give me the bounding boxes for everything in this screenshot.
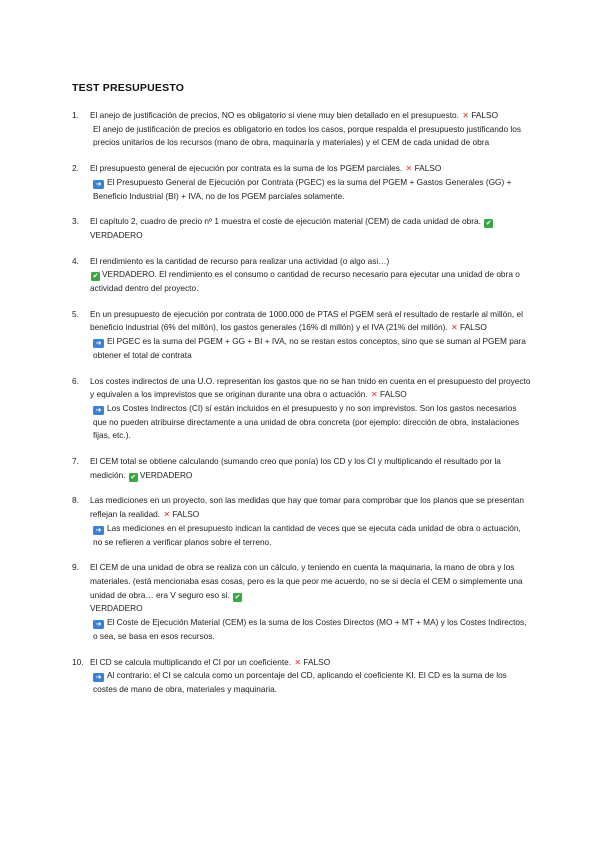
cross-mark-icon: ✕: [163, 510, 171, 520]
verdict-label: FALSO: [172, 509, 200, 520]
cross-mark-icon: ✕: [370, 390, 378, 400]
check-mark-icon: ✔: [92, 273, 99, 281]
document-title: TEST PRESUPUESTO: [72, 82, 185, 94]
verdict-label: FALSO: [414, 163, 442, 174]
check-mark-icon: ✔: [485, 220, 492, 228]
question-explanation: Las mediciones en el presupuesto indican la cantidad de veces que se ejecuta cada unidad de obra o actuación, no se refieren a verificar planos sobre el terreno.: [93, 522, 521, 547]
question-statement: Las mediciones en un proyecto, son las medidas que hay que tomar para comprobar que los planos que se presentan reflejan la realidad.: [90, 495, 525, 520]
question-statement: El CEM total se obtiene calculando (sumando creo que ponía) los CD y los CI y multiplicando el resultado por la medición.: [90, 456, 501, 480]
verdict-label: VERDADERO: [90, 229, 143, 240]
question-item: [72, 215, 532, 242]
arrow-right-icon: ➜: [93, 180, 104, 189]
arrow-right-icon: ➜: [93, 339, 104, 348]
question-item: [72, 109, 532, 150]
question-number: 8.: [72, 495, 79, 506]
question-explanation: El anejo de justificación de precios es obligatorio en todos los casos, porque respalda el presupuesto justificando los precios unitarios de los recursos (mano de obra, maquinaria y materiales) y el CEM de cada unidad de obra: [93, 123, 522, 148]
question-statement: El anejo de justificación de precios, NO es obligatorio si viene muy bien detallado en el presupuesto.: [90, 110, 459, 120]
check-mark-icon: ✔: [234, 593, 241, 601]
arrow-right-icon: ➜: [93, 673, 104, 682]
question-number: 4.: [72, 255, 79, 266]
question-explanation: El Presupuesto General de Ejecución por Contrata (PGEC) es la suma del PGEM + Gastos Generales (GG) + Beneficio Industrial (BI) + IVA, no de los PGEM parciales solamente.: [93, 176, 512, 201]
question-statement: El rendimiento es la cantidad de recurso para realizar una actividad (o algo asi…): [90, 255, 390, 266]
question-statement: Los costes indirectos de una U.O. representan los gastos que no se han tnido en cuenta en el presupuesto del proyecto y equivalen a los imprevistos que se originan durante una obra o actuación.: [90, 375, 531, 400]
verdict-label: FALSO: [471, 110, 499, 120]
cross-mark-icon: ✕: [405, 164, 413, 174]
question-number: 6.: [72, 375, 79, 386]
document-body: [72, 82, 532, 709]
question-item: [72, 494, 532, 549]
question-item: [72, 308, 532, 363]
question-explanation: El Coste de Ejecución Material (CEM) es la suma de los Costes Directos (MO + MT + MA) y los Costes Indirectos, o sea, se basa en esos recursos.: [93, 617, 527, 641]
question-statement: El CD se calcula multiplicando el CI por un coeficiente.: [90, 656, 292, 667]
cross-mark-icon: ✕: [451, 323, 458, 333]
question-number: 5.: [72, 308, 79, 319]
verdict-label: VERDADERO: [139, 469, 193, 480]
arrow-right-icon: ➜: [93, 620, 104, 629]
verdict-label: FALSO: [380, 389, 407, 400]
question-item: [72, 162, 532, 203]
cross-mark-icon: ✕: [294, 657, 302, 667]
check-mark-icon: ✔: [130, 473, 137, 481]
question-explanation: El PGEC es la suma del PGEM + GG + BI + IVA, no se restan estos conceptos, sino que se suman al PGEM para obtener el total de contrata: [93, 336, 526, 360]
question-statement: El capítulo 2, cuadro de precio nº 1 muestra el coste de ejecución material (CEM) de cada unidad de obra.: [90, 216, 481, 227]
arrow-right-icon: ➜: [93, 406, 104, 415]
question-number: 9.: [72, 562, 79, 573]
question-explanation: VERDADERO. El rendimiento es el consumo o cantidad de recurso necesario para ejecutar una unidad de obra o actividad dentro del proyecto.: [90, 269, 520, 294]
question-item: [72, 375, 532, 444]
question-number: 1.: [72, 110, 79, 120]
verdict-label: FALSO: [460, 322, 487, 333]
question-statement: El presupuesto general de ejecución por contrata es la suma de los PGEM parciales.: [90, 163, 403, 174]
question-number: 10.: [72, 656, 84, 667]
arrow-right-icon: ➜: [93, 526, 104, 535]
verdict-label: VERDADERO: [90, 603, 143, 614]
cross-mark-icon: ✕: [462, 111, 469, 120]
question-list: [72, 109, 532, 697]
question-item: [72, 255, 532, 296]
question-number: 2.: [72, 163, 79, 174]
question-item: [72, 561, 532, 643]
question-number: 7.: [72, 456, 79, 467]
question-explanation: Los Costes Indirectos (CI) sí están incluidos en el presupuesto y no son imprevistos. Son los gastos necesarios que no pueden atribuirse directamente a una unidad de obra concreta (por ejemplo: dirección de obra, instalaciones fijas, etc.).: [93, 402, 520, 441]
verdict-label: FALSO: [303, 656, 331, 667]
question-number: 3.: [72, 216, 79, 227]
question-explanation: Al contrario: el CI se calcula como un porcentaje del CD, aplicando el coeficiente KI. El CD es la suma de los costes de mano de obra, materiales y maquinaria.: [93, 670, 507, 694]
question-item: [72, 656, 532, 697]
question-statement: El CEM de una unidad de obra se realiza con un cálculo, y teniendo en cuenta la maquinaria, la mano de obra y los materiales. (está mencionaba esas cosas, pero es la que peor me acuerdo, no se si decía el CEM o simplemente una unidad de obra… era V seguro eso si.: [90, 562, 523, 600]
question-item: [72, 455, 532, 482]
question-statement: En un presupuesto de ejecución por contrata de 1000.000 de PTAS el PGEM será el resultado de restarle al millón, el beneficio industrial (6% del millón), los gastos generales (16% dl millón) y el IVA (21% del millón).: [90, 308, 523, 333]
